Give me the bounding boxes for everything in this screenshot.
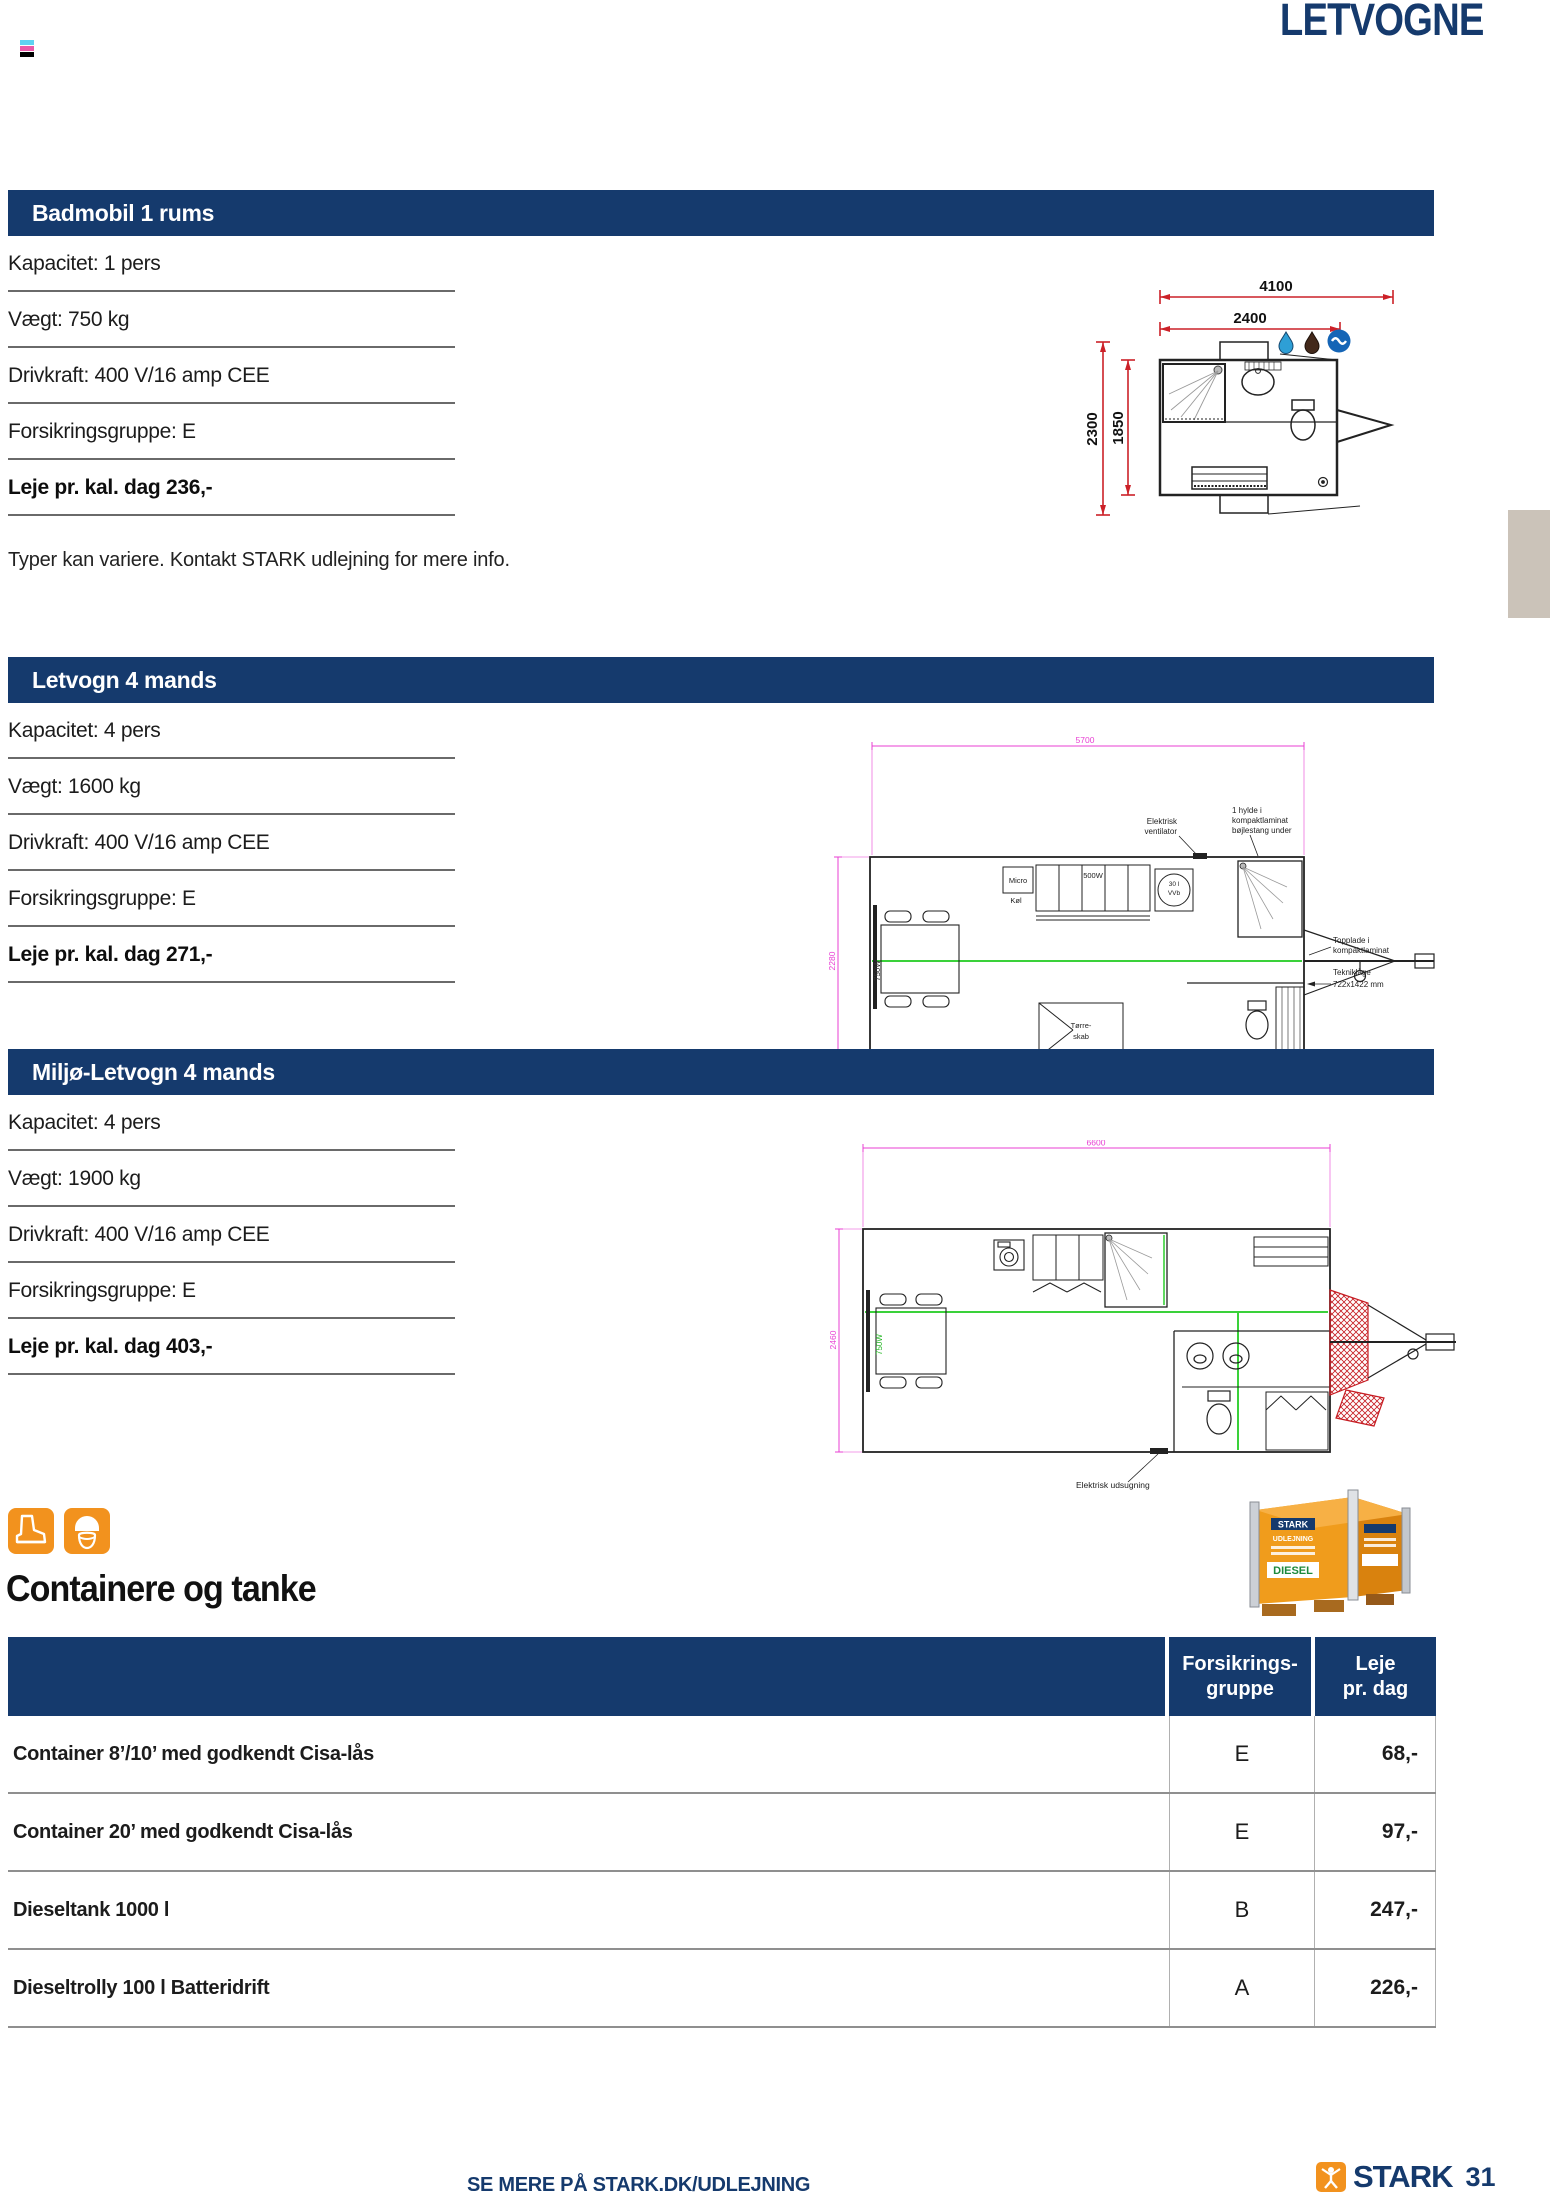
product-name: Dieseltrolly 100 l Batteridrift	[13, 1976, 270, 1999]
dimension-arrows	[1100, 294, 1393, 515]
registration-mark	[20, 40, 34, 58]
spec-row: Vægt: 750 kg	[8, 292, 455, 348]
spec-row: Forsikringsgruppe: E	[8, 1263, 455, 1319]
price-row: Leje pr. kal. dag 236,-	[8, 460, 455, 516]
shelf-label-line1: 1 hylde i	[1232, 806, 1262, 815]
label-line	[1364, 1544, 1396, 1547]
drying-cabinet-label-line2: skab	[1073, 1032, 1089, 1041]
spec-row: Vægt: 1600 kg	[8, 759, 455, 815]
header-insurance-group: Forsikrings- gruppe	[1169, 1637, 1311, 1716]
spec-list	[8, 703, 455, 983]
rent-price: 68,-	[1315, 1716, 1436, 1792]
product-name: Dieseltank 1000 l	[13, 1898, 170, 1921]
containers-heading: Containere og tanke	[6, 1568, 316, 1609]
insurance-group: E	[1169, 1716, 1315, 1792]
container-brand: STARK	[1277, 1519, 1309, 1530]
pallet-foot	[1262, 1604, 1296, 1616]
sinks	[1187, 1343, 1249, 1369]
corner-post	[1402, 1508, 1410, 1593]
vent-mark	[1150, 1448, 1168, 1454]
sink	[1242, 362, 1281, 395]
table-row	[8, 1950, 1436, 2028]
leader-line	[1128, 1454, 1158, 1482]
power-icon	[1328, 330, 1351, 353]
footer-link-text: SE MERE PÅ STARK.DK/UDLEJNING	[467, 2174, 811, 2196]
pallet-foot	[1314, 1600, 1344, 1612]
spec-row: Kapacitet: 1 pers	[8, 236, 455, 292]
dim-width-inner: 2400	[1233, 310, 1267, 327]
spec-row: Vægt: 1900 kg	[8, 1151, 455, 1207]
watt500-label: 500W	[1083, 871, 1103, 880]
toilet	[1291, 400, 1315, 440]
insurance-group: B	[1169, 1872, 1315, 1948]
corner-post	[1250, 1502, 1259, 1607]
spec-row: Forsikringsgruppe: E	[8, 404, 455, 460]
washing-machine	[994, 1240, 1024, 1270]
water-drop-icon	[1279, 332, 1293, 354]
micro-label: Micro	[1008, 876, 1028, 885]
toilet	[1207, 1391, 1231, 1434]
waste-drop-icon	[1305, 332, 1319, 354]
header-blank	[8, 1637, 1165, 1716]
container-product: DIESEL	[1273, 1565, 1313, 1577]
price-row: Leje pr. kal. dag 403,-	[8, 1319, 455, 1375]
regmark-cyan	[20, 40, 34, 45]
section-header	[8, 1049, 1434, 1095]
section-header	[8, 657, 1434, 703]
safety-helmet-icon	[64, 1508, 110, 1554]
label-line	[1271, 1546, 1315, 1549]
floor-drain	[1319, 478, 1328, 487]
dim-width: 6600	[1086, 1140, 1106, 1148]
miljo-letvogn-floorplan	[828, 1140, 1458, 1500]
page-title: LETVOGNE	[1280, 0, 1484, 45]
bench	[1192, 467, 1267, 489]
techdoor-label-line2: 722x1422 mm	[1333, 980, 1384, 989]
brand-plate-side	[1364, 1524, 1396, 1533]
spec-row: Drivkraft: 400 V/16 amp CEE	[8, 815, 455, 871]
spec-list	[8, 1095, 455, 1375]
stark-wordmark: STARK	[1353, 2159, 1453, 2194]
topplate-label-line2: kompaktlaminat	[1333, 946, 1390, 955]
rent-price: 247,-	[1315, 1872, 1436, 1948]
shower	[1238, 861, 1302, 937]
letvogn-floorplan	[825, 735, 1450, 1065]
product-name: Container 20’ med godkendt Cisa-lås	[13, 1820, 353, 1843]
rent-price: 97,-	[1315, 1794, 1436, 1870]
table-row	[8, 1872, 1436, 1950]
section-title: Miljø-Letvogn 4 mands	[32, 1059, 275, 1085]
header-rent-per-day: Leje pr. dag	[1315, 1637, 1436, 1716]
dimension-lines	[834, 742, 1304, 1063]
dim-height-inner: 1850	[1110, 411, 1127, 445]
shelf-label-line3: bøjlestang under	[1232, 826, 1292, 835]
room-outline	[863, 1229, 1330, 1452]
page-edge-tab	[1508, 510, 1550, 618]
variation-note: Typer kan variere. Kontakt STARK udlejning for mere info.	[8, 549, 510, 571]
ventilator-label-line1: Elektrisk	[1146, 817, 1177, 826]
spec-row: Kapacitet: 4 pers	[8, 703, 455, 759]
spec-list	[8, 236, 455, 516]
heater-label: 750W	[873, 960, 882, 981]
fridge-label: Køl	[1010, 896, 1022, 905]
table-header-row	[8, 1637, 1436, 1716]
leader-line	[1309, 947, 1331, 955]
dim-width-outer: 4100	[1259, 278, 1293, 295]
section-title: Letvogn 4 mands	[32, 667, 217, 693]
table-row	[8, 1716, 1436, 1794]
shower	[1163, 364, 1225, 422]
shelf-label-line2: kompaktlaminat	[1232, 816, 1289, 825]
product-name: Container 8’/10’ med godkendt Cisa-lås	[13, 1742, 374, 1765]
vent-mark	[1193, 853, 1207, 859]
stark-figure-icon	[1316, 2162, 1346, 2192]
shelves	[1254, 1237, 1328, 1266]
dim-height: 2460	[828, 1330, 838, 1350]
dimension-lines	[835, 1144, 1330, 1452]
vvb-label-line1: 30 l	[1168, 881, 1180, 888]
dim-height-outer: 2300	[1084, 412, 1101, 446]
stark-logo	[1316, 2159, 1496, 2194]
safety-boots-icon	[8, 1508, 54, 1554]
topplate-label-line1: Topplade i	[1333, 936, 1370, 945]
spec-row: Drivkraft: 400 V/16 amp CEE	[8, 348, 455, 404]
vvb-label-line2: VVb	[1167, 890, 1181, 897]
spec-row: Kapacitet: 4 pers	[8, 1095, 455, 1151]
tow-hitch	[1337, 410, 1391, 442]
spec-row: Drivkraft: 400 V/16 amp CEE	[8, 1207, 455, 1263]
page-number: 31	[1465, 2162, 1496, 2192]
drying-cabinet-label-line1: Tørre-	[1070, 1021, 1092, 1030]
dim-height: 2280	[827, 951, 837, 971]
table-row	[8, 1794, 1436, 1872]
ventilator-label-line2: ventilator	[1144, 827, 1177, 836]
cabinets	[1033, 1235, 1103, 1292]
regmark-black	[20, 52, 34, 57]
dim-width: 5700	[1075, 735, 1095, 745]
diesel-band-side	[1362, 1554, 1398, 1566]
price-row: Leje pr. kal. dag 271,-	[8, 927, 455, 983]
label-line	[1271, 1552, 1315, 1555]
shower	[1105, 1233, 1167, 1307]
spec-row: Forsikringsgruppe: E	[8, 871, 455, 927]
diesel-container-photo	[1238, 1472, 1428, 1632]
leader-line	[1250, 835, 1258, 856]
rent-price: 226,-	[1315, 1950, 1436, 2026]
corner-post	[1348, 1490, 1358, 1600]
badmobil-floorplan	[1055, 272, 1445, 534]
leader-line	[1179, 836, 1197, 855]
heater-label: 750W	[875, 1334, 884, 1355]
section-title: Badmobil 1 rums	[32, 200, 215, 226]
techdoor-label-line1: Tekniklåge	[1333, 968, 1371, 977]
insurance-group: A	[1169, 1950, 1315, 2026]
wardrobe	[1266, 1392, 1328, 1450]
container-sub: UDLEJNING	[1272, 1536, 1314, 1543]
room-outline	[1160, 342, 1360, 514]
table-group	[875, 905, 959, 1009]
section-header	[8, 190, 1434, 236]
regmark-magenta	[20, 46, 34, 51]
safety-icons	[8, 1508, 110, 1554]
label-line	[1364, 1538, 1396, 1541]
containers-table	[8, 1637, 1436, 2028]
insurance-group: E	[1169, 1794, 1315, 1870]
pallet-foot	[1366, 1594, 1394, 1605]
extraction-label: Elektrisk udsugning	[1076, 1480, 1150, 1490]
